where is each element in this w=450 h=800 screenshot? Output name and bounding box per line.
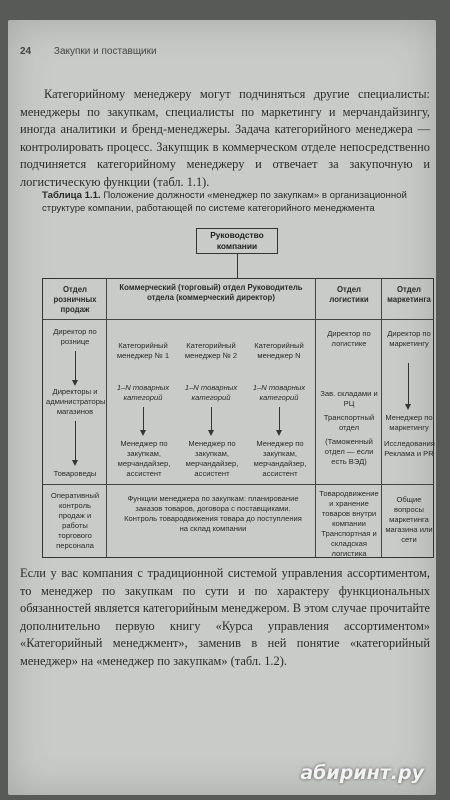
- table-caption-label: Таблица 1.1.: [42, 190, 101, 201]
- intro-paragraph: Категорийному менеджеру могут подчиняться другие специалисты: менеджеры по закупкам, специалисты по маркетингу и мерчандайзингу, иногда аналитики и бренд-менеджеры. Задача категорийного менеджера — контролировать процесс. Закупщик в коммерческом отделе непосредственно подчиняется категорийному менеджеру и отвечает за закупочную и логистическую функции (табл. 1.1).: [20, 87, 430, 189]
- categories-n: 1–N товарных категорий: [252, 383, 306, 402]
- retail-director: Директор по рознице: [53, 327, 97, 346]
- arrow-down: [211, 407, 212, 431]
- customs-dept: (Таможенный отдел — если есть ВЭД): [324, 437, 374, 466]
- retail-bottom: Оперативный контроль продаж и работы торгового персонала: [50, 491, 100, 550]
- header-divider: [43, 319, 433, 320]
- marketing-director: Директор по маркетингу: [387, 329, 431, 348]
- category-manager-n: Категорийный менеджер N: [254, 341, 304, 360]
- arrow-down: [143, 407, 144, 431]
- logistics-bottom: Товародвижение и хранение товаров внутри компании Транспортная и складская логистика: [319, 489, 379, 558]
- column-divider: [381, 279, 382, 557]
- header-logistics: Отдел логистики: [329, 285, 369, 304]
- marketing-bottom: Общие вопросы маркетинга магазина или сети: [385, 495, 433, 544]
- running-head: [20, 46, 157, 57]
- watermark: абиринт.ру: [300, 762, 424, 784]
- warehouses: Зав. складами и РЦ: [320, 389, 378, 408]
- header-marketing: Отдел маркетинга: [387, 285, 431, 304]
- marketing-manager: Менеджер по маркетингу: [385, 413, 433, 432]
- transport-dept: Транспортный отдел: [323, 413, 375, 432]
- table-caption: [42, 190, 432, 215]
- org-structure-table: [42, 278, 434, 558]
- buyer-functions: Функции менеджера по закупкам: планирование заказов товаров, договора с поставщиками. Контроль товародвижения товара до поступления на склад компании: [124, 494, 302, 533]
- category-manager-2: Категорийный менеджер № 2: [184, 341, 238, 360]
- page-number: 24: [20, 46, 32, 57]
- table-caption-text: Положение должности «менеджер по закупкам» в организационной структуре компании, работающей по системе категорийного менеджмента: [42, 190, 407, 214]
- header-commercial: Коммерческий (торговый) отдел Руководитель отдела (коммерческий директор): [119, 283, 303, 302]
- buyer-1: Менеджер по закупкам, мерчандайзер, ассистент: [117, 439, 171, 478]
- research-pr: Исследования Реклама и PR: [384, 439, 435, 458]
- arrow-down: [279, 407, 280, 431]
- arrow-down: [75, 421, 76, 461]
- chapter-title: Закупки и поставщики: [53, 46, 157, 57]
- arrow-down: [75, 351, 76, 381]
- management-box: Руководство компании: [196, 228, 278, 254]
- connector-line: [237, 254, 238, 278]
- categories-1: 1–N товарных категорий: [116, 383, 170, 402]
- closing-paragraph: Если у вас компания с традиционной системой управления ассортиментом, то менеджер по закупкам по сути и по характеру функциональных обязанностей является категорийным менеджером. В этом случае прочитайте дополнительно первую книгу «Курса управления ассортиментом» «Категорийный менеджмент», заменив в ней понятие «категорийный менеджер» на «менеджер по закупкам» (табл. 1.2).: [20, 566, 430, 668]
- header-retail: Отдел розничных продаж: [53, 285, 97, 314]
- footer-divider: [43, 484, 433, 485]
- buyer-2: Менеджер по закупкам, мерчандайзер, ассистент: [185, 439, 239, 478]
- buyer-n: Менеджер по закупкам, мерчандайзер, ассистент: [253, 439, 307, 478]
- store-admins: Директоры и администраторы магазинов: [46, 387, 106, 416]
- categories-2: 1–N товарных категорий: [184, 383, 238, 402]
- logistics-director: Директор по логистике: [327, 329, 371, 348]
- book-page: [8, 20, 436, 795]
- arrow-down: [408, 363, 409, 405]
- column-divider: [106, 279, 107, 557]
- category-manager-1: Категорийный менеджер № 1: [116, 341, 170, 360]
- merchandisers: Товароведы: [53, 469, 97, 478]
- column-divider: [315, 279, 316, 557]
